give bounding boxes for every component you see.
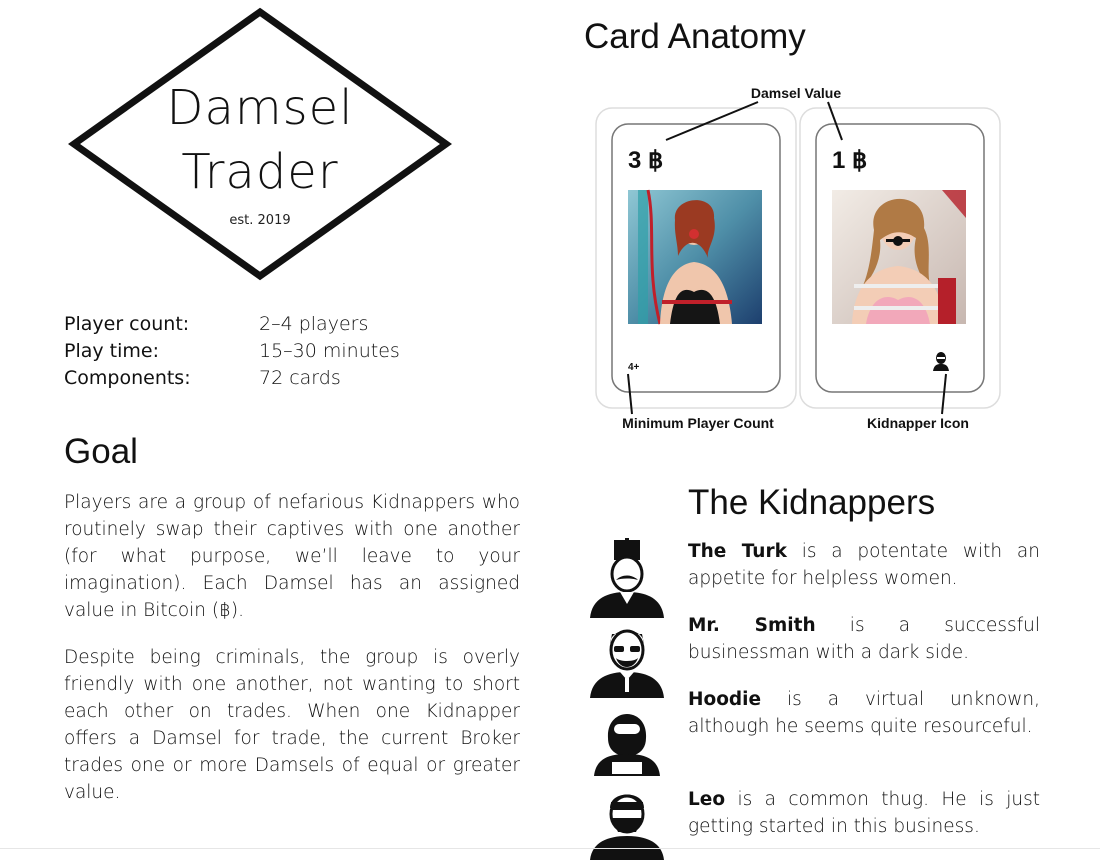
kidnapper-item-turk <box>688 538 1040 592</box>
kidnapper-item-leo <box>688 786 1040 840</box>
card-value-left: 3 ฿ <box>628 147 664 174</box>
logo-line-1: Damsel <box>166 80 354 136</box>
kidnapper-name: Hoodie <box>688 689 762 710</box>
callout-kidnapper-icon: Kidnapper Icon <box>867 415 969 431</box>
kidnapper-name: The Turk <box>688 541 787 562</box>
kidnappers-heading: The Kidnappers <box>688 483 936 522</box>
callout-minimum-player-count: Minimum Player Count <box>622 415 774 431</box>
mr-smith-icon <box>586 618 668 698</box>
goal-paragraph-1: Players are a group of nefarious Kidnappers who routinely swap their captives with one another (for what purpose, we’ll leave to your imagination). Each Damsel has an assigned value in Bitcoin (฿). <box>64 492 520 621</box>
kidnapper-description: is a successful businessman with a dark side. <box>688 615 1041 663</box>
kidnapper-name: Mr. Smith <box>688 615 816 636</box>
kidnappers-list <box>584 538 1044 838</box>
stat-value: 72 cards <box>259 367 341 389</box>
stat-value: 15–30 minutes <box>259 340 400 362</box>
stat-label: Components: <box>64 367 191 389</box>
card-anatomy-heading: Card Anatomy <box>584 17 806 56</box>
stat-components <box>64 365 524 392</box>
stat-player-count <box>64 311 524 338</box>
stat-play-time <box>64 338 524 365</box>
goal-heading: Goal <box>64 432 138 471</box>
card-value-right: 1 ฿ <box>832 147 868 174</box>
kidnapper-item-hoodie <box>688 686 1040 740</box>
game-stats <box>64 311 524 392</box>
logo-line-2: Trader <box>181 144 339 200</box>
damsel-illustration-right <box>832 190 966 324</box>
goal-paragraph-2: Despite being criminals, the group is overly friendly with one another, not wanting to short each other on trades. When one Kidnapper offers a Damsel for trade, the current Broker trades one or more Damsels of equal or greater value. <box>64 647 520 803</box>
kidnapper-item-mr-smith <box>688 612 1040 666</box>
kidnapper-name: Leo <box>688 789 726 810</box>
callout-damsel-value: Damsel Value <box>750 85 842 101</box>
damsel-trader-logo <box>68 6 452 282</box>
card-anatomy-diagram <box>590 78 1010 438</box>
logo-established: est. 2019 <box>229 213 291 228</box>
kidnapper-description: is a common thug. He is just getting started in this business. <box>688 789 1040 837</box>
goal-text <box>64 489 520 826</box>
min-player-count: 4+ <box>628 362 640 373</box>
damsel-illustration-left <box>628 190 762 324</box>
page-divider <box>0 848 1100 849</box>
hoodie-icon <box>586 698 668 778</box>
stat-value: 2–4 players <box>259 313 369 335</box>
kidnapper-description: is a virtual unknown, although he seems quite resourceful. <box>688 689 1040 737</box>
kidnapper-description: is a potentate with an appetite for helpless women. <box>688 541 1040 589</box>
turk-icon <box>586 538 668 618</box>
stat-label: Play time: <box>64 340 159 362</box>
stat-label: Player count: <box>64 313 190 335</box>
